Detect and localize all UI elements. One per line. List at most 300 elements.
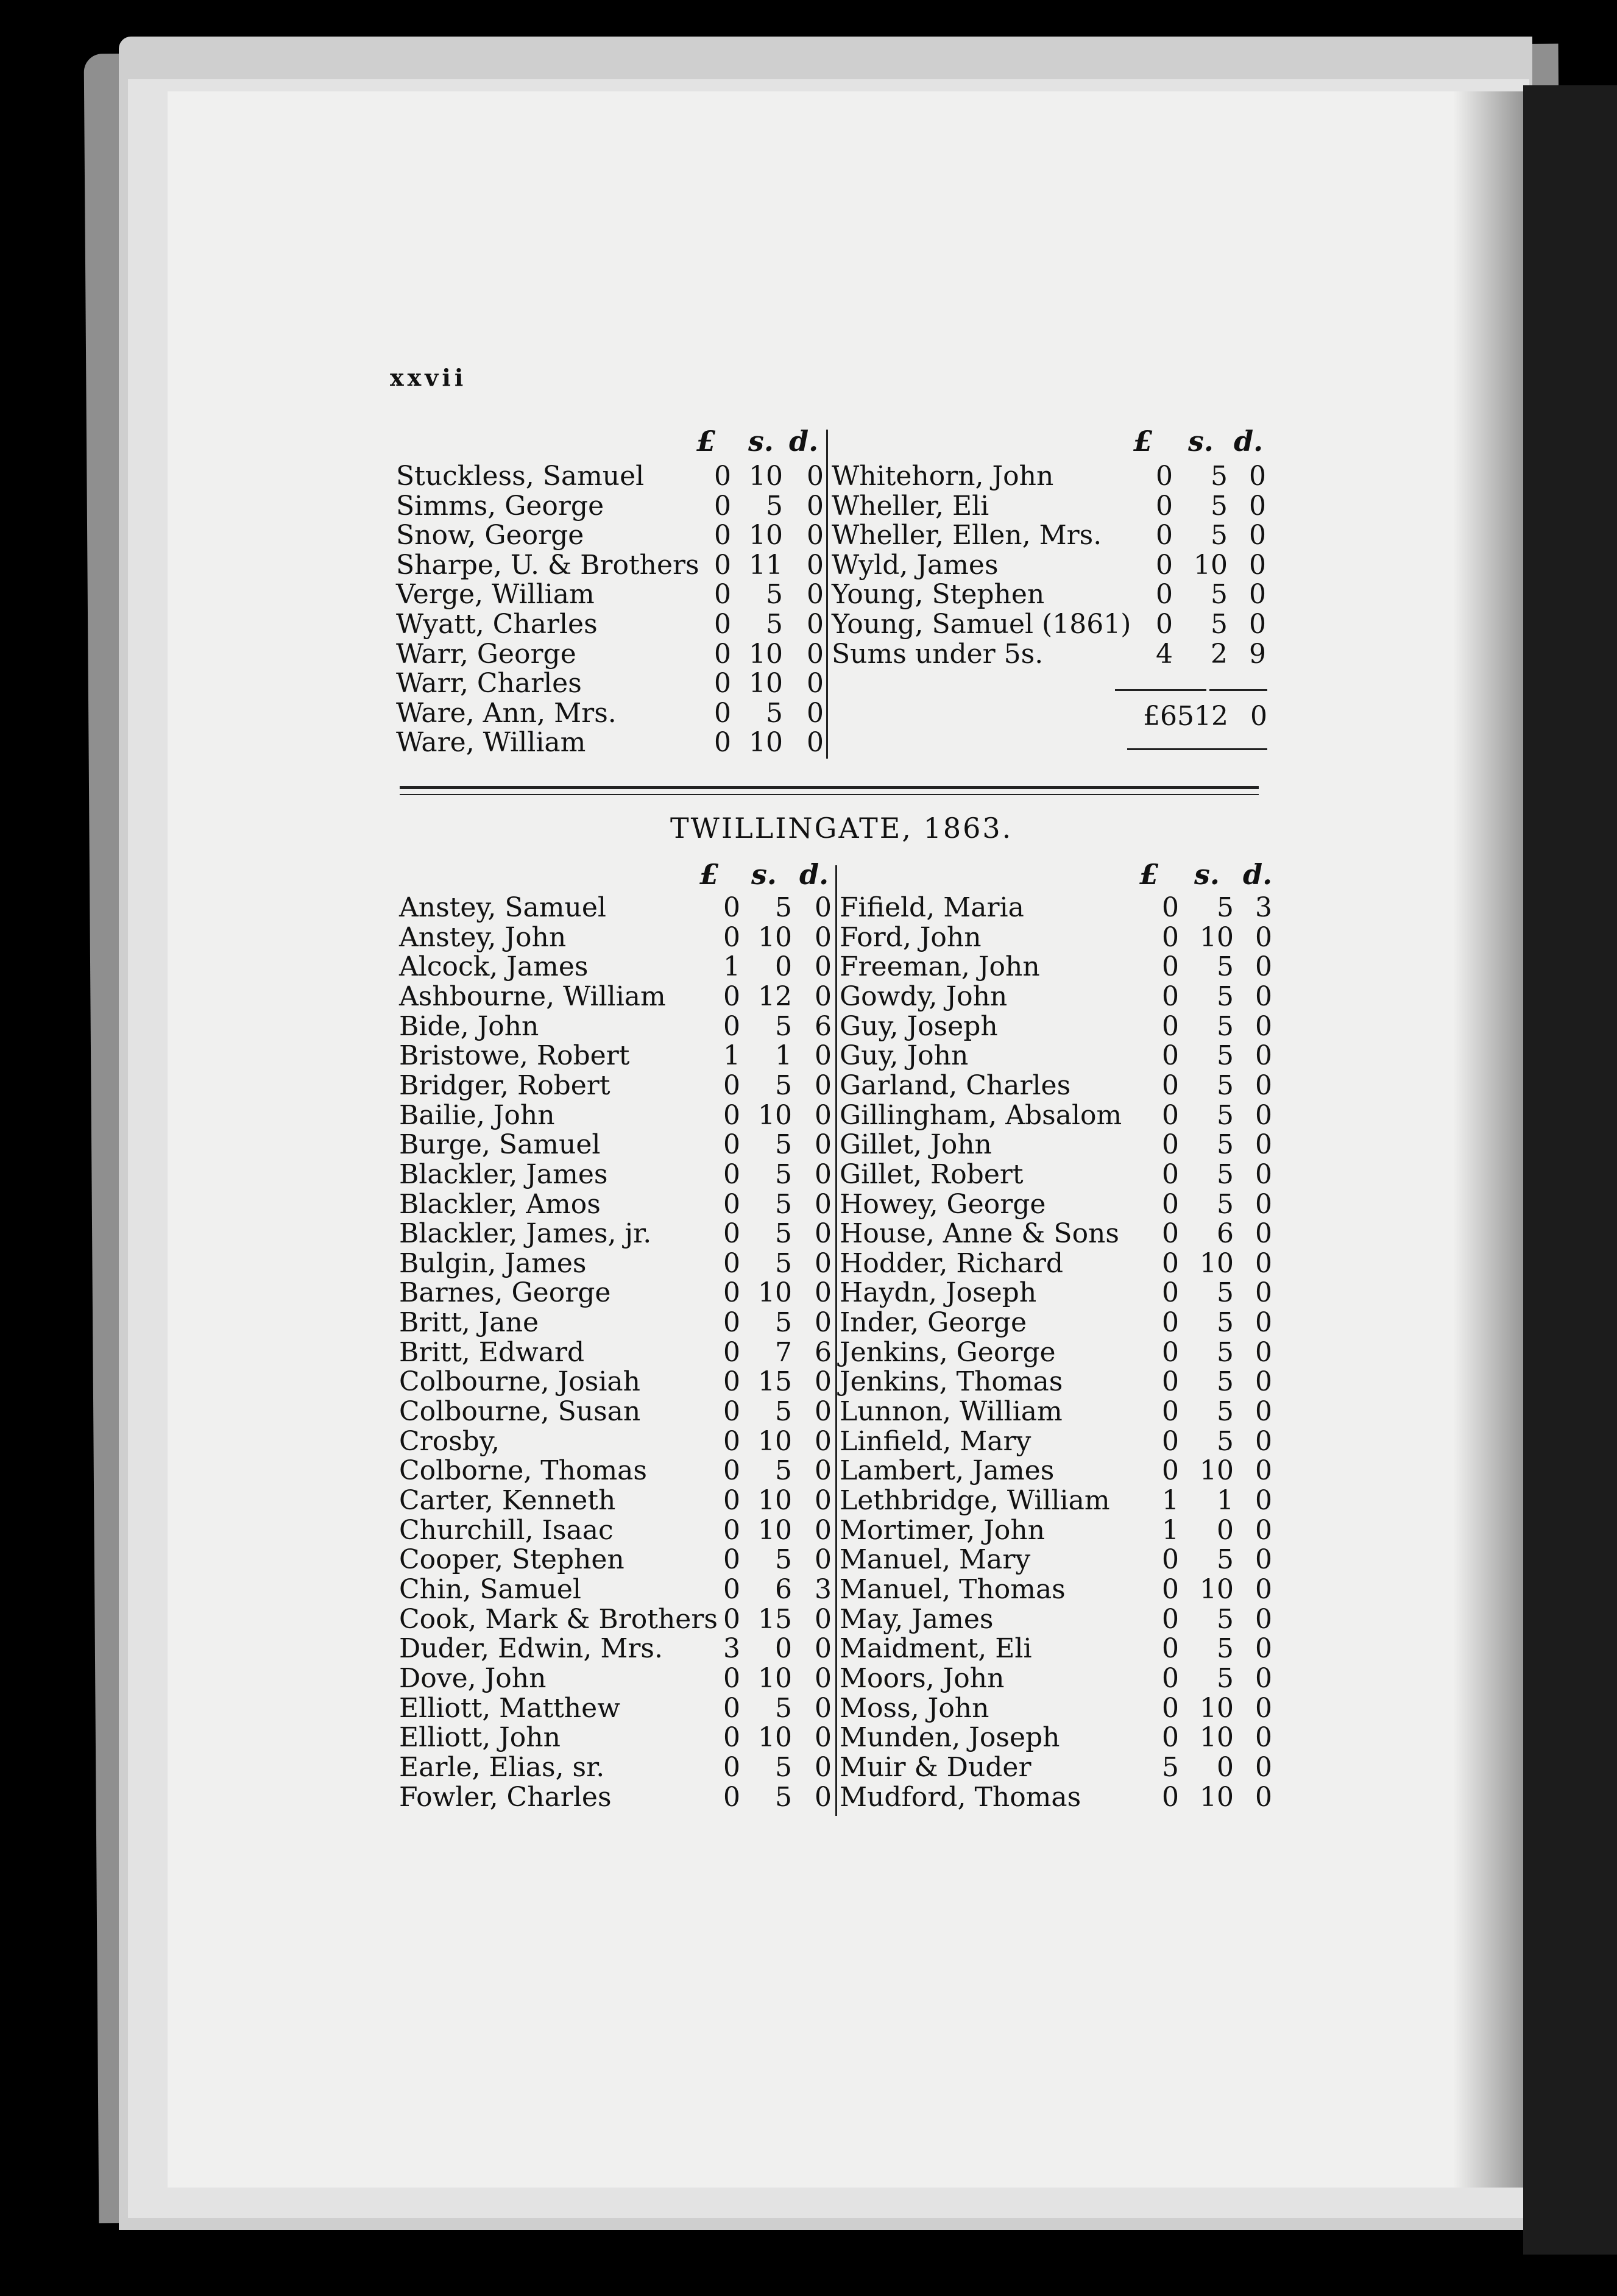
entry-shillings: 10 [749, 638, 783, 670]
entry-pence: 9 [1249, 638, 1266, 670]
entry-pounds: 0 [1162, 1692, 1179, 1724]
entry-pounds: 0 [1162, 1425, 1179, 1457]
entry-shillings: 5 [1217, 1158, 1234, 1190]
entry-pounds: 0 [723, 1603, 740, 1635]
entry-pence: 0 [807, 520, 824, 551]
entry-shillings: 10 [749, 727, 783, 759]
entry-pounds: 0 [1162, 1781, 1179, 1813]
entry-shillings: 10 [1200, 1692, 1234, 1724]
entry-pence: 0 [1255, 1662, 1272, 1694]
entry-pence: 0 [815, 1692, 832, 1724]
entry-name: Linfield, Mary [840, 1425, 1031, 1457]
entry-pence: 0 [815, 980, 832, 1012]
entry-pounds: 0 [723, 1010, 740, 1042]
entry-pounds: 0 [1162, 1307, 1179, 1339]
entry-pence: 0 [815, 1188, 832, 1220]
entry-name: Blackler, James [399, 1158, 608, 1190]
entry-pence: 0 [1255, 1069, 1272, 1101]
entry-shillings: 5 [775, 1129, 792, 1161]
entry-name: Wyld, James [832, 549, 999, 581]
entry-pence: 0 [807, 697, 824, 729]
entry-pounds: 0 [723, 1099, 740, 1131]
entry-name: Fifield, Maria [840, 892, 1024, 923]
entry-shillings: 5 [1217, 1010, 1234, 1042]
entry-pence: 0 [1255, 1514, 1272, 1546]
entry-pence: 3 [815, 1573, 832, 1605]
header2-shillings-left: s. [751, 858, 777, 891]
entry-name: House, Anne & Sons [840, 1218, 1119, 1250]
entry-name: Moors, John [840, 1662, 1005, 1694]
entry-shillings: 5 [766, 697, 783, 729]
entry-pence: 0 [1255, 1366, 1272, 1398]
section-title: TWILLINGATE, 1863. [670, 812, 1013, 845]
entry-shillings: 6 [1217, 1218, 1234, 1250]
entry-name: Ford, John [840, 921, 982, 953]
entry-shillings: 10 [758, 1425, 792, 1457]
entry-pounds: 0 [723, 1396, 740, 1428]
entry-name: Gillet, John [840, 1129, 992, 1161]
entry-name: Blackler, Amos [399, 1188, 601, 1220]
entry-pence: 0 [815, 1366, 832, 1398]
entry-shillings: 5 [775, 1781, 792, 1813]
entry-pounds: 0 [1156, 520, 1173, 551]
entry-pounds: 0 [723, 1366, 740, 1398]
entry-shillings: 10 [1200, 1247, 1234, 1279]
entry-shillings: 5 [1217, 1307, 1234, 1339]
entry-pounds: 0 [1162, 1722, 1179, 1754]
entry-name: Wheller, Ellen, Mrs. [832, 520, 1102, 551]
entry-name: Moss, John [840, 1692, 989, 1724]
column-divider-2 [835, 865, 837, 1816]
entry-pounds: 0 [714, 490, 731, 522]
entry-name: Blackler, James, jr. [399, 1218, 652, 1250]
entry-name: Fowler, Charles [399, 1781, 612, 1813]
entry-shillings: 5 [1217, 892, 1234, 923]
entry-pounds: 0 [1162, 1662, 1179, 1694]
header2-pounds-left: £ [699, 858, 720, 891]
entry-name: Sums under 5s. [832, 638, 1044, 670]
entry-pence: 0 [1255, 1307, 1272, 1339]
entry-pounds: 0 [1162, 1158, 1179, 1190]
entry-shillings: 5 [775, 1307, 792, 1339]
entry-pence: 0 [1255, 951, 1272, 983]
entry-pence: 0 [1255, 1692, 1272, 1724]
entry-pounds: 0 [723, 1188, 740, 1220]
entry-pounds: 0 [723, 1485, 740, 1516]
entry-name: Manuel, Mary [840, 1544, 1031, 1576]
entry-pence: 0 [807, 579, 824, 611]
entry-shillings: 5 [775, 1247, 792, 1279]
entry-shillings: 5 [766, 490, 783, 522]
header-pounds-right: £ [1133, 425, 1153, 458]
entry-shillings: 10 [749, 520, 783, 551]
entry-shillings: 5 [1217, 951, 1234, 983]
entry-pounds: 0 [723, 892, 740, 923]
entry-pounds: 0 [714, 727, 731, 759]
entry-pence: 0 [815, 1781, 832, 1813]
entry-shillings: 5 [1217, 980, 1234, 1012]
entry-pence: 0 [1249, 490, 1266, 522]
entry-name: Wyatt, Charles [396, 609, 598, 640]
entry-pence: 6 [815, 1336, 832, 1368]
entry-pence: 0 [815, 1277, 832, 1309]
entry-name: Young, Samuel (1861) [832, 609, 1131, 640]
entry-shillings: 10 [758, 921, 792, 953]
entry-shillings: 5 [775, 1218, 792, 1250]
entry-name: Gillet, Robert [840, 1158, 1024, 1190]
entry-pounds: 0 [1156, 549, 1173, 581]
entry-pounds: 0 [1156, 490, 1173, 522]
entry-pence: 0 [1255, 1010, 1272, 1042]
entry-pounds: 0 [723, 1425, 740, 1457]
entry-pence: 0 [815, 1722, 832, 1754]
entry-shillings: 5 [1217, 1099, 1234, 1131]
entry-pounds: 0 [723, 1218, 740, 1250]
entry-name: Haydn, Joseph [840, 1277, 1037, 1309]
entry-pounds: 0 [1162, 1040, 1179, 1072]
total-rule-top-1 [1115, 689, 1206, 691]
entry-pence: 0 [815, 1485, 832, 1516]
entry-shillings: 5 [1217, 1040, 1234, 1072]
entry-pounds: 0 [723, 1307, 740, 1339]
entry-pounds: 0 [723, 1573, 740, 1605]
entry-pence: 0 [807, 727, 824, 759]
entry-shillings: 5 [775, 892, 792, 923]
entry-shillings: 0 [775, 951, 792, 983]
entry-pence: 0 [815, 1662, 832, 1694]
entry-shillings: 10 [1200, 1455, 1234, 1487]
entry-pence: 3 [1255, 892, 1272, 923]
entry-shillings: 5 [1211, 461, 1228, 492]
header-shillings-right: s. [1188, 425, 1214, 458]
entry-name: Chin, Samuel [399, 1573, 581, 1605]
entry-name: Inder, George [840, 1307, 1027, 1339]
entry-pounds: 3 [723, 1633, 740, 1665]
header-shillings-left: s. [748, 425, 774, 458]
entry-pounds: 0 [1162, 1455, 1179, 1487]
entry-shillings: 5 [775, 1396, 792, 1428]
entry-pounds: 0 [1162, 1633, 1179, 1665]
entry-pounds: 0 [1156, 461, 1173, 492]
entry-name: Crosby, [399, 1425, 500, 1457]
entry-pence: 0 [1255, 1099, 1272, 1131]
entry-pounds: 0 [723, 1662, 740, 1694]
entry-pounds: 0 [1162, 1218, 1179, 1250]
entry-shillings: 5 [766, 579, 783, 611]
entry-pence: 0 [815, 1603, 832, 1635]
entry-name: Lunnon, William [840, 1396, 1063, 1428]
entry-shillings: 10 [1200, 1573, 1234, 1605]
entry-pounds: 0 [714, 668, 731, 700]
entry-name: Gowdy, John [840, 980, 1008, 1012]
entry-name: Burge, Samuel [399, 1129, 601, 1161]
entry-pence: 0 [807, 609, 824, 640]
header2-shillings-right: s. [1194, 858, 1220, 891]
entry-shillings: 5 [1217, 1366, 1234, 1398]
entry-pence: 0 [1255, 1485, 1272, 1516]
entry-pence: 0 [1255, 1396, 1272, 1428]
entry-pence: 0 [807, 549, 824, 581]
entry-shillings: 5 [1217, 1188, 1234, 1220]
entry-name: Mudford, Thomas [840, 1781, 1081, 1813]
entry-shillings: 10 [1200, 1781, 1234, 1813]
entry-pounds: 0 [714, 579, 731, 611]
entry-pence: 0 [815, 1040, 832, 1072]
entry-name: Stuckless, Samuel [396, 461, 645, 492]
entry-pence: 0 [1255, 1722, 1272, 1754]
entry-name: Garland, Charles [840, 1069, 1071, 1101]
entry-name: Mortimer, John [840, 1514, 1046, 1546]
entry-shillings: 5 [1217, 1069, 1234, 1101]
entry-pounds: 0 [1162, 892, 1179, 923]
page-number: xxvii [390, 364, 467, 391]
entry-name: Colbourne, Susan [399, 1396, 641, 1428]
entry-pence: 0 [815, 1633, 832, 1665]
entry-pence: 0 [815, 951, 832, 983]
entry-pounds: 0 [723, 1781, 740, 1813]
entry-name: Anstey, Samuel [399, 892, 606, 923]
entry-pounds: 0 [714, 549, 731, 581]
header-pence-right: d. [1234, 425, 1264, 458]
entry-name: Earle, Elias, sr. [399, 1751, 605, 1783]
entry-name: Maidment, Eli [840, 1633, 1032, 1665]
entry-pence: 0 [1255, 1277, 1272, 1309]
entry-shillings: 5 [1217, 1544, 1234, 1576]
entry-pence: 0 [815, 921, 832, 953]
entry-shillings: 7 [775, 1336, 792, 1368]
header2-pounds-right: £ [1139, 858, 1159, 891]
entry-name: Carter, Kenneth [399, 1485, 616, 1516]
entry-name: Dove, John [399, 1662, 547, 1694]
entry-pounds: 0 [723, 1158, 740, 1190]
entry-pence: 0 [815, 1396, 832, 1428]
entry-pence: 0 [815, 1247, 832, 1279]
entry-name: Sharpe, U. & Brothers [396, 549, 699, 581]
entry-pounds: 0 [723, 1277, 740, 1309]
entry-pounds: 0 [1162, 1277, 1179, 1309]
entry-shillings: 5 [775, 1188, 792, 1220]
entry-shillings: 10 [758, 1722, 792, 1754]
entry-pounds: 0 [714, 461, 731, 492]
entry-name: Jenkins, Thomas [840, 1366, 1063, 1398]
entry-name: Alcock, James [399, 951, 589, 983]
total-rule-top-2 [1209, 689, 1267, 691]
dark-page-edge [1523, 85, 1617, 2255]
entry-pence: 0 [807, 490, 824, 522]
entry-name: Barnes, George [399, 1277, 611, 1309]
entry-shillings: 5 [1217, 1425, 1234, 1457]
entry-pounds: 0 [1156, 579, 1173, 611]
entry-name: Muir & Duder [840, 1751, 1031, 1783]
entry-name: Ware, William [396, 727, 586, 759]
entry-shillings: 10 [749, 461, 783, 492]
entry-name: Lethbridge, William [840, 1485, 1110, 1516]
entry-shillings: 15 [758, 1366, 792, 1398]
entry-pence: 0 [815, 1751, 832, 1783]
header-pounds-left: £ [696, 425, 717, 458]
entry-pounds: 1 [1162, 1514, 1179, 1546]
section-divider-thick [400, 786, 1259, 789]
entry-pounds: 0 [723, 1129, 740, 1161]
entry-name: May, James [840, 1603, 994, 1635]
entry-name: Guy, Joseph [840, 1010, 998, 1042]
entry-pence: 0 [815, 1425, 832, 1457]
entry-shillings: 5 [775, 1455, 792, 1487]
entry-pence: 0 [815, 1158, 832, 1190]
entry-pence: 0 [1255, 1751, 1272, 1783]
entry-name: Snow, George [396, 520, 584, 551]
entry-shillings: 10 [1200, 1722, 1234, 1754]
entry-pence: 0 [1249, 579, 1266, 611]
entry-shillings: 5 [1211, 490, 1228, 522]
entry-name: Freeman, John [840, 951, 1040, 983]
entry-pence: 0 [1249, 461, 1266, 492]
entry-pounds: 0 [723, 1455, 740, 1487]
entry-shillings: 5 [775, 1069, 792, 1101]
entry-pence: 0 [815, 1099, 832, 1131]
entry-pounds: 0 [1162, 1366, 1179, 1398]
entry-pence: 0 [1255, 1158, 1272, 1190]
entry-pounds: 0 [1162, 1544, 1179, 1576]
entry-pounds: 1 [1162, 1485, 1179, 1516]
entry-pence: 0 [807, 668, 824, 700]
entry-shillings: 1 [1217, 1485, 1234, 1516]
entry-name: Manuel, Thomas [840, 1573, 1066, 1605]
entry-pounds: 0 [1162, 1396, 1179, 1428]
entry-name: Jenkins, George [840, 1336, 1056, 1368]
entry-name: Britt, Jane [399, 1307, 539, 1339]
entry-shillings: 5 [1217, 1396, 1234, 1428]
entry-name: Elliott, John [399, 1722, 561, 1754]
entry-pence: 6 [815, 1010, 832, 1042]
entry-pounds: 0 [1156, 609, 1173, 640]
header2-pence-left: d. [799, 858, 829, 891]
entry-shillings: 10 [749, 668, 783, 700]
entry-shillings: 5 [1211, 520, 1228, 551]
entry-pounds: 5 [1162, 1751, 1179, 1783]
entry-pence: 0 [815, 1514, 832, 1546]
entry-pence: 0 [815, 1544, 832, 1576]
entry-pence: 0 [1249, 520, 1266, 551]
entry-pounds: 1 [723, 1040, 740, 1072]
entry-pounds: 0 [714, 697, 731, 729]
column-divider [826, 430, 828, 759]
entry-name: Warr, Charles [396, 668, 582, 700]
entry-name: Elliott, Matthew [399, 1692, 620, 1724]
entry-shillings: 5 [1211, 579, 1228, 611]
entry-shillings: 0 [1217, 1514, 1234, 1546]
entry-name: Bulgin, James [399, 1247, 587, 1279]
entry-pounds: 0 [714, 609, 731, 640]
entry-shillings: 10 [1200, 921, 1234, 953]
entry-shillings: 5 [1217, 1129, 1234, 1161]
total-pence: 0 [1250, 701, 1267, 732]
entry-name: Hodder, Richard [840, 1247, 1064, 1279]
entry-shillings: 15 [758, 1603, 792, 1635]
entry-pounds: 0 [1162, 980, 1179, 1012]
entry-pounds: 0 [723, 1751, 740, 1783]
entry-pounds: 0 [714, 638, 731, 670]
entry-pounds: 0 [723, 980, 740, 1012]
entry-name: Anstey, John [399, 921, 567, 953]
entry-pence: 0 [1255, 1336, 1272, 1368]
entry-pounds: 0 [714, 520, 731, 551]
entry-name: Cooper, Stephen [399, 1544, 625, 1576]
entry-name: Bristowe, Robert [399, 1040, 630, 1072]
entry-pounds: 0 [723, 921, 740, 953]
entry-pence: 0 [815, 1455, 832, 1487]
entry-name: Munden, Joseph [840, 1722, 1060, 1754]
entry-pounds: 0 [1162, 1099, 1179, 1131]
entry-pence: 0 [815, 1307, 832, 1339]
entry-shillings: 2 [1211, 638, 1228, 670]
entry-pounds: 4 [1156, 638, 1173, 670]
entry-pounds: 0 [723, 1692, 740, 1724]
entry-name: Wheller, Eli [832, 490, 989, 522]
entry-shillings: 5 [775, 1158, 792, 1190]
total-rule-bottom [1127, 748, 1267, 750]
entry-pounds: 0 [1162, 921, 1179, 953]
entry-shillings: 11 [749, 549, 783, 581]
entry-shillings: 5 [1211, 609, 1228, 640]
entry-pence: 0 [1255, 1188, 1272, 1220]
entry-pence: 0 [1255, 1129, 1272, 1161]
entry-pounds: 0 [723, 1544, 740, 1576]
header2-pence-right: d. [1243, 858, 1273, 891]
entry-shillings: 10 [758, 1514, 792, 1546]
entry-shillings: 5 [775, 1010, 792, 1042]
entry-name: Cook, Mark & Brothers [399, 1603, 718, 1635]
entry-name: Gillingham, Absalom [840, 1099, 1122, 1131]
entry-pence: 0 [1255, 980, 1272, 1012]
entry-name: Guy, John [840, 1040, 969, 1072]
entry-shillings: 10 [758, 1099, 792, 1131]
entry-shillings: 5 [1217, 1336, 1234, 1368]
total-shillings: 12 [1194, 701, 1228, 732]
entry-pence: 0 [1255, 1633, 1272, 1665]
entry-pence: 0 [815, 1218, 832, 1250]
entry-pounds: 0 [1162, 1336, 1179, 1368]
entry-shillings: 5 [1217, 1662, 1234, 1694]
entry-name: Whitehorn, John [832, 461, 1054, 492]
entry-pence: 0 [1255, 1573, 1272, 1605]
entry-pence: 0 [1255, 921, 1272, 953]
entry-name: Britt, Edward [399, 1336, 585, 1368]
entry-shillings: 6 [775, 1573, 792, 1605]
section-divider-thin [400, 794, 1259, 795]
entry-name: Colborne, Thomas [399, 1455, 647, 1487]
entry-name: Bailie, John [399, 1099, 555, 1131]
entry-name: Ashbourne, William [399, 980, 666, 1012]
entry-name: Churchill, Isaac [399, 1514, 614, 1546]
entry-pounds: 0 [723, 1336, 740, 1368]
entry-pounds: 0 [723, 1514, 740, 1546]
total-pounds: £65 [1143, 701, 1194, 732]
entry-pence: 0 [1255, 1455, 1272, 1487]
entry-pounds: 0 [1162, 1010, 1179, 1042]
entry-pence: 0 [1249, 609, 1266, 640]
entry-shillings: 1 [775, 1040, 792, 1072]
entry-shillings: 5 [1217, 1633, 1234, 1665]
entry-name: Bide, John [399, 1010, 539, 1042]
entry-pence: 0 [1255, 1247, 1272, 1279]
entry-pence: 0 [1255, 1425, 1272, 1457]
entry-shillings: 5 [1217, 1603, 1234, 1635]
entry-pence: 0 [807, 638, 824, 670]
entry-pounds: 0 [1162, 1069, 1179, 1101]
entry-shillings: 10 [758, 1277, 792, 1309]
entry-shillings: 0 [775, 1633, 792, 1665]
